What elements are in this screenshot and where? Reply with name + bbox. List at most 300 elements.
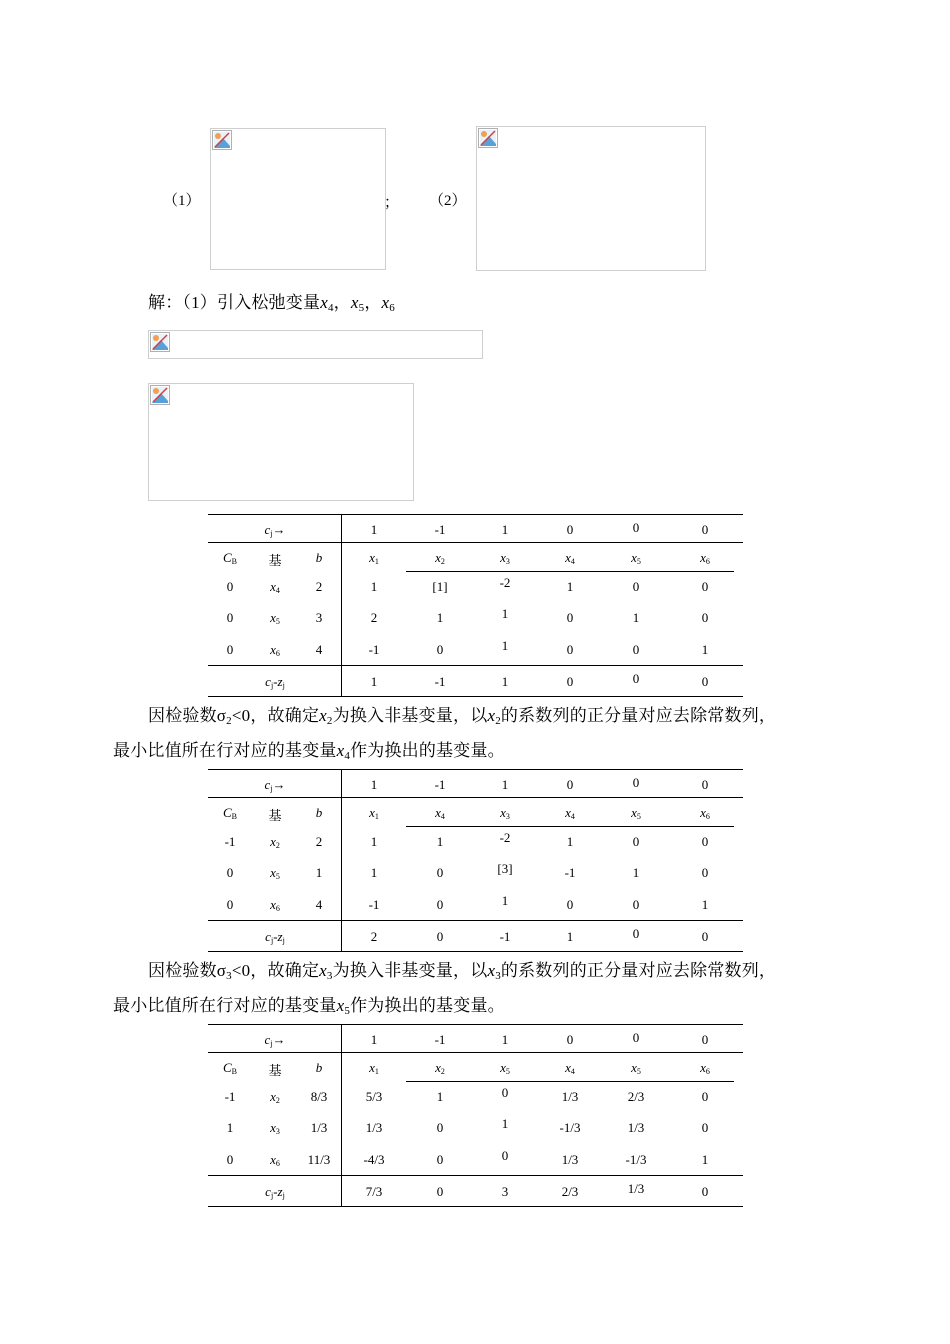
- text: 0: [701, 522, 709, 537]
- subscript: 4: [570, 557, 575, 566]
- text: 0: [632, 642, 640, 657]
- row-value: [616, 579, 656, 595]
- variable: x: [270, 642, 276, 657]
- row-cb: [210, 865, 250, 881]
- row-value: [685, 865, 725, 881]
- header-var: [550, 805, 590, 821]
- text: 1: [566, 579, 574, 594]
- text: 0: [436, 897, 444, 912]
- text: 4: [315, 642, 323, 657]
- text: 1: [370, 834, 378, 849]
- slack-var: x: [350, 293, 359, 312]
- row-value: [685, 1120, 725, 1136]
- text: 0: [226, 579, 234, 594]
- row-value: [420, 1152, 460, 1168]
- check-value: [685, 1184, 725, 1200]
- header-b: [299, 1060, 339, 1076]
- table-rule: [208, 951, 743, 952]
- broken-image-icon: [150, 332, 170, 352]
- row-cb: [210, 834, 250, 850]
- cj-value: [685, 522, 725, 538]
- header-var: [354, 1060, 394, 1076]
- row-value: [685, 642, 725, 658]
- cj-value: [485, 1032, 525, 1048]
- explanation-1-line-2: [113, 736, 505, 762]
- text: 1/3: [561, 1089, 579, 1104]
- row-cb: [210, 1089, 250, 1105]
- text: -1/3: [559, 1120, 581, 1135]
- text: →: [272, 777, 286, 792]
- sub: 2: [495, 715, 501, 727]
- text: -1: [434, 522, 446, 537]
- row-b: [299, 579, 339, 595]
- text: 基: [268, 553, 282, 568]
- cj-value: [354, 777, 394, 793]
- row-cb: [210, 579, 250, 595]
- text: 0: [701, 834, 709, 849]
- subscript: 6: [275, 904, 280, 913]
- var: x: [336, 741, 345, 760]
- text: 0: [436, 1120, 444, 1135]
- text: -1: [434, 777, 446, 792]
- variable: x: [369, 550, 375, 565]
- subscript: 5: [275, 617, 280, 626]
- check-value: [616, 926, 656, 942]
- text: 1: [436, 1089, 444, 1104]
- subscript: j: [270, 936, 274, 945]
- row-value: [685, 834, 725, 850]
- text: 0: [632, 897, 640, 912]
- variable: c: [264, 1032, 271, 1047]
- var: x: [319, 706, 327, 725]
- text: 2: [370, 610, 378, 625]
- check-value: [485, 1184, 525, 1200]
- text: 1: [701, 1152, 709, 1167]
- row-cb: [210, 1152, 250, 1168]
- row-b: [299, 1152, 339, 1168]
- text: 1: [566, 834, 574, 849]
- variable: x: [435, 805, 441, 820]
- text: 5/3: [365, 1089, 383, 1104]
- check-value: [420, 929, 460, 945]
- sep: ，: [333, 293, 351, 312]
- formula-image-4: [148, 383, 414, 501]
- subscript: j: [270, 529, 273, 538]
- text: 3: [501, 1184, 509, 1199]
- variable: c: [264, 777, 271, 792]
- text: 1: [566, 929, 574, 944]
- header-var: [616, 550, 656, 566]
- row-value: [550, 865, 590, 881]
- text: →: [272, 1032, 286, 1047]
- cj-value: [420, 777, 460, 793]
- text: 0: [226, 865, 234, 880]
- slack-var-sub: 6: [389, 302, 395, 314]
- table-rule: [208, 769, 743, 770]
- broken-image-icon: [212, 130, 232, 150]
- text: 1: [501, 777, 509, 792]
- row-value: [550, 579, 590, 595]
- check-value: [550, 674, 590, 690]
- sub: 3: [495, 970, 501, 982]
- row-b: [299, 610, 339, 626]
- check-label: [255, 674, 295, 690]
- subscript: 3: [275, 1127, 280, 1136]
- subscript: 2: [275, 841, 280, 850]
- row-value: [550, 1120, 590, 1136]
- row-value: [685, 1089, 725, 1105]
- row-value: [685, 1152, 725, 1168]
- variable: x: [435, 550, 441, 565]
- text: 0: [632, 926, 640, 941]
- table-rule: [208, 514, 743, 515]
- text: 0: [701, 579, 709, 594]
- row-basis: [255, 1120, 295, 1136]
- text: 1: [501, 606, 509, 621]
- text: 0: [632, 834, 640, 849]
- check-value: [616, 1181, 656, 1197]
- check-value: [685, 929, 725, 945]
- row-cb: [210, 1120, 250, 1136]
- text: -1: [224, 1089, 236, 1104]
- var: x: [487, 961, 496, 980]
- sub: 5: [344, 1005, 351, 1017]
- row-value: [420, 610, 460, 626]
- sub: 2: [326, 715, 333, 727]
- table-rule: [208, 1052, 743, 1053]
- header-var: [485, 1060, 525, 1076]
- subscript: j: [270, 784, 273, 793]
- text: 2/3: [561, 1184, 579, 1199]
- subscript: 4: [570, 1067, 575, 1076]
- variable: x: [435, 1060, 441, 1075]
- header-var: [550, 550, 590, 566]
- row-value: [354, 865, 394, 881]
- text: -1: [224, 834, 236, 849]
- sub: 3: [226, 970, 232, 982]
- text: <0，故确定: [231, 706, 320, 725]
- cj-value: [685, 1032, 725, 1048]
- variable: b: [315, 550, 323, 565]
- row-basis: [255, 1152, 295, 1168]
- row-value: [485, 1085, 525, 1101]
- variable: x: [270, 865, 276, 880]
- check-value: [354, 1184, 394, 1200]
- row-value: [485, 1148, 525, 1164]
- variable: x: [500, 805, 506, 820]
- text: 2: [315, 834, 323, 849]
- text: 作为换出的基变量。: [350, 996, 505, 1015]
- text: 0: [566, 1032, 574, 1047]
- text: 11/3: [307, 1152, 331, 1167]
- row-value: [685, 897, 725, 913]
- check-value: [685, 674, 725, 690]
- text: 1: [370, 865, 378, 880]
- text: 因检验数σ: [148, 961, 227, 980]
- text: 1/3: [627, 1120, 645, 1135]
- subscript: 3: [505, 557, 510, 566]
- row-value: [485, 638, 525, 654]
- variable: x: [565, 1060, 571, 1075]
- slack-var: x: [381, 293, 390, 312]
- text: 2/3: [627, 1089, 645, 1104]
- text: 0: [566, 897, 574, 912]
- broken-image-icon: [150, 385, 170, 405]
- text: 作为换出的基变量。: [350, 741, 505, 760]
- header-var: [420, 550, 460, 566]
- variable: x: [270, 579, 276, 594]
- header-cb: [210, 550, 250, 566]
- row-cb: [210, 610, 250, 626]
- problem-label-1: （1）: [163, 193, 201, 209]
- row-cb: [210, 642, 250, 658]
- variable: x: [270, 834, 276, 849]
- text: -4/3: [363, 1152, 385, 1167]
- header-var: [550, 1060, 590, 1076]
- header-basis: [255, 550, 295, 569]
- row-value: [550, 642, 590, 658]
- cj-label: [255, 777, 295, 793]
- table-rule: [208, 542, 743, 543]
- variable: x: [700, 1060, 706, 1075]
- variable: b: [315, 805, 323, 820]
- cj-value: [485, 522, 525, 538]
- table-rule: [341, 769, 342, 952]
- cj-value: [616, 1030, 656, 1046]
- text: 0: [632, 671, 640, 686]
- solution-intro: [148, 288, 395, 314]
- table-rule: [341, 514, 342, 697]
- row-value: [616, 897, 656, 913]
- row-value: [354, 579, 394, 595]
- header-var: [616, 805, 656, 821]
- row-value: [616, 610, 656, 626]
- formula-image-3: [148, 330, 483, 359]
- text: 0: [501, 1085, 509, 1100]
- text: 8/3: [310, 1089, 328, 1104]
- header-var: [485, 550, 525, 566]
- header-var: [616, 1060, 656, 1076]
- text: 最小比值所在行对应的基变量: [113, 996, 337, 1015]
- row-value: [354, 1089, 394, 1105]
- table-rule: [406, 571, 734, 572]
- text: -1: [368, 642, 380, 657]
- cj-value: [616, 520, 656, 536]
- text: 1: [370, 674, 378, 689]
- text: 1: [501, 1116, 509, 1131]
- text: 1/3: [310, 1120, 328, 1135]
- subscript: j: [270, 1039, 273, 1048]
- subscript: 6: [275, 649, 280, 658]
- variable: C: [222, 550, 232, 565]
- text: 1: [632, 610, 640, 625]
- variable: x: [270, 897, 276, 912]
- check-value: [616, 671, 656, 687]
- text: 0: [436, 929, 444, 944]
- text: 0: [436, 642, 444, 657]
- table-rule: [208, 1175, 743, 1176]
- check-label: [255, 929, 295, 945]
- table-rule: [208, 920, 743, 921]
- table-rule: [208, 665, 743, 666]
- variable: x: [500, 1060, 506, 1075]
- text: →: [272, 522, 286, 537]
- row-basis: [255, 610, 295, 626]
- simplex-table-2: [208, 769, 743, 952]
- text: 0: [436, 1152, 444, 1167]
- formula-image-2: [476, 126, 706, 271]
- header-b: [299, 550, 339, 566]
- text: 1/3: [627, 1181, 645, 1196]
- text: 0: [632, 775, 640, 790]
- row-basis: [255, 1089, 295, 1105]
- subscript: 4: [440, 812, 445, 821]
- row-value: [354, 1120, 394, 1136]
- subscript: 1: [374, 557, 379, 566]
- variable: C: [222, 805, 232, 820]
- row-value: [616, 1120, 656, 1136]
- text: -1: [434, 674, 446, 689]
- row-value: [616, 642, 656, 658]
- header-b: [299, 805, 339, 821]
- cj-value: [420, 1032, 460, 1048]
- subscript: 6: [275, 1159, 280, 1168]
- row-b: [299, 865, 339, 881]
- header-var: [354, 550, 394, 566]
- check-value: [354, 674, 394, 690]
- header-cb: [210, 1060, 250, 1076]
- text: 0: [701, 610, 709, 625]
- row-basis: [255, 897, 295, 913]
- variable: b: [315, 1060, 323, 1075]
- text: 0: [436, 1184, 444, 1199]
- text: 1: [226, 1120, 234, 1135]
- sub: 4: [344, 750, 351, 762]
- subscript: 1: [374, 1067, 379, 1076]
- header-cb: [210, 805, 250, 821]
- text: 基: [268, 808, 282, 823]
- text: 1: [370, 1032, 378, 1047]
- text: [3]: [497, 861, 513, 876]
- text: 0: [436, 865, 444, 880]
- row-value: [485, 893, 525, 909]
- text: 因检验数σ: [148, 706, 227, 725]
- variable: x: [270, 1120, 276, 1135]
- text: 0: [701, 1120, 709, 1135]
- header-var: [420, 1060, 460, 1076]
- text: 1: [701, 897, 709, 912]
- row-value: [485, 1116, 525, 1132]
- row-value: [485, 830, 525, 846]
- row-basis: [255, 579, 295, 595]
- variable: -z: [273, 1184, 283, 1199]
- row-value: [550, 1089, 590, 1105]
- variable: c: [265, 1184, 271, 1199]
- text: 0: [632, 579, 640, 594]
- text: 0: [566, 522, 574, 537]
- text: 0: [226, 610, 234, 625]
- text: 1: [370, 579, 378, 594]
- row-value: [420, 834, 460, 850]
- subscript: 5: [275, 872, 280, 881]
- text: -2: [499, 575, 511, 590]
- sep: ，: [364, 293, 382, 312]
- row-value: [550, 897, 590, 913]
- broken-image-icon: [478, 128, 498, 148]
- row-b: [299, 834, 339, 850]
- table-rule: [406, 1081, 734, 1082]
- cj-value: [420, 522, 460, 538]
- variable: x: [565, 550, 571, 565]
- explanation-2-line-1: [148, 956, 776, 982]
- text: 基: [268, 1063, 282, 1078]
- check-value: [420, 1184, 460, 1200]
- subscript: j: [282, 936, 285, 945]
- table-rule: [406, 826, 734, 827]
- variable: x: [700, 550, 706, 565]
- subscript: 5: [636, 557, 641, 566]
- row-value: [354, 642, 394, 658]
- text: 0: [566, 777, 574, 792]
- row-value: [550, 834, 590, 850]
- check-value: [485, 674, 525, 690]
- cj-value: [485, 777, 525, 793]
- var: x: [487, 706, 496, 725]
- row-value: [354, 897, 394, 913]
- sub: 3: [326, 970, 333, 982]
- cj-value: [685, 777, 725, 793]
- text: 1: [370, 522, 378, 537]
- cj-value: [550, 777, 590, 793]
- row-cb: [210, 897, 250, 913]
- text: 0: [226, 897, 234, 912]
- subscript: 6: [705, 557, 710, 566]
- problem-separator: ；: [384, 195, 400, 211]
- slack-var: x: [320, 293, 328, 312]
- text: 0: [701, 1089, 709, 1104]
- variable: x: [270, 610, 276, 625]
- subscript: 5: [505, 1067, 510, 1076]
- subscript: 6: [705, 1067, 710, 1076]
- subscript: 1: [374, 812, 379, 821]
- header-var: [685, 1060, 725, 1076]
- row-value: [420, 865, 460, 881]
- subscript: 3: [505, 812, 510, 821]
- text: 1: [501, 638, 509, 653]
- row-value: [420, 1089, 460, 1105]
- row-value: [485, 575, 525, 591]
- text: 1/3: [365, 1120, 383, 1135]
- table-rule: [208, 1024, 743, 1025]
- text: 3: [315, 610, 323, 625]
- row-b: [299, 897, 339, 913]
- check-value: [550, 929, 590, 945]
- subscript: 4: [275, 586, 280, 595]
- cj-value: [550, 522, 590, 538]
- row-value: [420, 642, 460, 658]
- variable: C: [222, 1060, 232, 1075]
- text: 0: [701, 1032, 709, 1047]
- text: -1: [434, 1032, 446, 1047]
- subscript: j: [282, 1191, 285, 1200]
- text: 0: [701, 777, 709, 792]
- subscript: B: [231, 812, 237, 821]
- text: 4: [315, 897, 323, 912]
- text: 1: [501, 674, 509, 689]
- variable: -z: [273, 929, 283, 944]
- var: x: [319, 961, 327, 980]
- row-value: [485, 606, 525, 622]
